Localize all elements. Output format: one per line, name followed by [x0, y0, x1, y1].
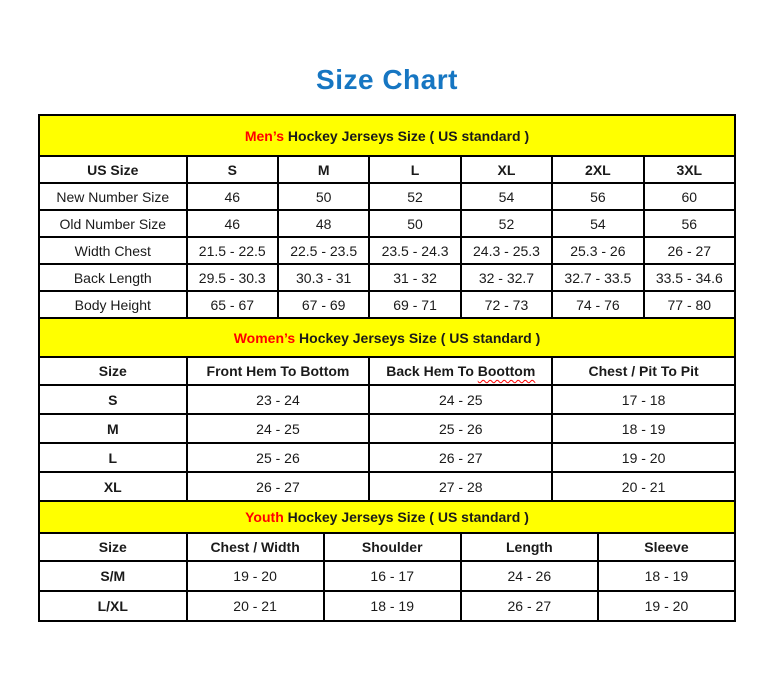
mens-section-heading: Men’s Hockey Jerseys Size ( US standard ): [39, 115, 735, 156]
cell-value: 77 - 80: [644, 291, 735, 318]
cell-value: 25.3 - 26: [552, 237, 643, 264]
mens-column-header: M: [278, 156, 369, 183]
cell-value: 19 - 20: [187, 561, 324, 591]
cell-value: 67 - 69: [278, 291, 369, 318]
cell-value: 18 - 19: [552, 414, 735, 443]
cell-value: 18 - 19: [324, 591, 461, 621]
row-label: Old Number Size: [39, 210, 187, 237]
youth-column-header: Shoulder: [324, 533, 461, 561]
cell-value: 30.3 - 31: [278, 264, 369, 291]
cell-value: 65 - 67: [187, 291, 278, 318]
womens-column-header: Size: [39, 357, 187, 385]
cell-value: 26 - 27: [644, 237, 735, 264]
cell-value: 56: [552, 183, 643, 210]
row-label: Body Height: [39, 291, 187, 318]
cell-value: 74 - 76: [552, 291, 643, 318]
cell-value: 29.5 - 30.3: [187, 264, 278, 291]
youth-column-header: Size: [39, 533, 187, 561]
mens-table-row: [39, 210, 735, 237]
youth-column-header: Sleeve: [598, 533, 735, 561]
content-column: [38, 0, 736, 622]
cell-value: 26 - 27: [461, 591, 598, 621]
cell-value: 19 - 20: [598, 591, 735, 621]
womens-table-row: [39, 472, 735, 501]
cell-value: 46: [187, 183, 278, 210]
cell-value: 17 - 18: [552, 385, 735, 414]
cell-value: 21.5 - 22.5: [187, 237, 278, 264]
womens-table-row: [39, 443, 735, 472]
cell-value: 46: [187, 210, 278, 237]
misspelled-word: Boottom: [477, 363, 536, 379]
mens-table-row: [39, 237, 735, 264]
row-label: XL: [39, 472, 187, 501]
womens-column-header: Chest / Pit To Pit: [552, 357, 735, 385]
cell-value: 18 - 19: [598, 561, 735, 591]
cell-value: 54: [461, 183, 552, 210]
cell-value: 27 - 28: [369, 472, 552, 501]
row-label: Width Chest: [39, 237, 187, 264]
mens-column-header: US Size: [39, 156, 187, 183]
row-label: M: [39, 414, 187, 443]
cell-value: 52: [461, 210, 552, 237]
youth-heading-accent: Youth: [245, 509, 284, 525]
cell-value: 20 - 21: [187, 591, 324, 621]
womens-heading-accent: Women’s: [233, 329, 296, 346]
cell-value: 23 - 24: [187, 385, 370, 414]
womens-column-header: Back Hem To Boottom: [369, 357, 552, 385]
cell-value: 25 - 26: [187, 443, 370, 472]
youth-table-row: [39, 591, 735, 621]
cell-value: 26 - 27: [187, 472, 370, 501]
womens-section-heading: Women’s Hockey Jerseys Size ( US standard ): [39, 318, 735, 357]
cell-value: 60: [644, 183, 735, 210]
cell-value: 16 - 17: [324, 561, 461, 591]
mens-table-row: [39, 264, 735, 291]
mens-column-header: 3XL: [644, 156, 735, 183]
mens-column-header: L: [369, 156, 460, 183]
womens-size-table: [38, 317, 736, 502]
cell-value: 19 - 20: [552, 443, 735, 472]
cell-value: 22.5 - 23.5: [278, 237, 369, 264]
row-label: L/XL: [39, 591, 187, 621]
page-title: Size Chart: [316, 64, 458, 95]
cell-value: 50: [369, 210, 460, 237]
cell-value: 32.7 - 33.5: [552, 264, 643, 291]
cell-value: 23.5 - 24.3: [369, 237, 460, 264]
mens-column-header: 2XL: [552, 156, 643, 183]
mens-table-row: [39, 183, 735, 210]
womens-table-row: [39, 414, 735, 443]
size-chart-tables: [38, 114, 736, 622]
cell-value: 33.5 - 34.6: [644, 264, 735, 291]
cell-value: 32 - 32.7: [461, 264, 552, 291]
cell-value: 50: [278, 183, 369, 210]
mens-column-header: S: [187, 156, 278, 183]
mens-table-row: [39, 291, 735, 318]
row-label: S: [39, 385, 187, 414]
cell-value: 25 - 26: [369, 414, 552, 443]
cell-value: 52: [369, 183, 460, 210]
cell-value: 24 - 26: [461, 561, 598, 591]
cell-value: 56: [644, 210, 735, 237]
cell-value: 48: [278, 210, 369, 237]
mens-size-table: [38, 114, 736, 319]
cell-value: 20 - 21: [552, 472, 735, 501]
womens-table-row: [39, 385, 735, 414]
youth-column-header: Chest / Width: [187, 533, 324, 561]
row-label: L: [39, 443, 187, 472]
cell-value: 24.3 - 25.3: [461, 237, 552, 264]
youth-size-table: [38, 500, 736, 622]
cell-value: 72 - 73: [461, 291, 552, 318]
mens-column-header: XL: [461, 156, 552, 183]
youth-column-header: Length: [461, 533, 598, 561]
row-label: New Number Size: [39, 183, 187, 210]
mens-heading-accent: Men’s: [244, 127, 285, 144]
cell-value: 31 - 32: [369, 264, 460, 291]
cell-value: 24 - 25: [187, 414, 370, 443]
row-label: S/M: [39, 561, 187, 591]
cell-value: 26 - 27: [369, 443, 552, 472]
womens-column-header: Front Hem To Bottom: [187, 357, 370, 385]
row-label: Back Length: [39, 264, 187, 291]
youth-table-row: [39, 561, 735, 591]
cell-value: 69 - 71: [369, 291, 460, 318]
youth-section-heading: Youth Hockey Jerseys Size ( US standard ): [39, 501, 735, 533]
cell-value: 54: [552, 210, 643, 237]
cell-value: 24 - 25: [369, 385, 552, 414]
